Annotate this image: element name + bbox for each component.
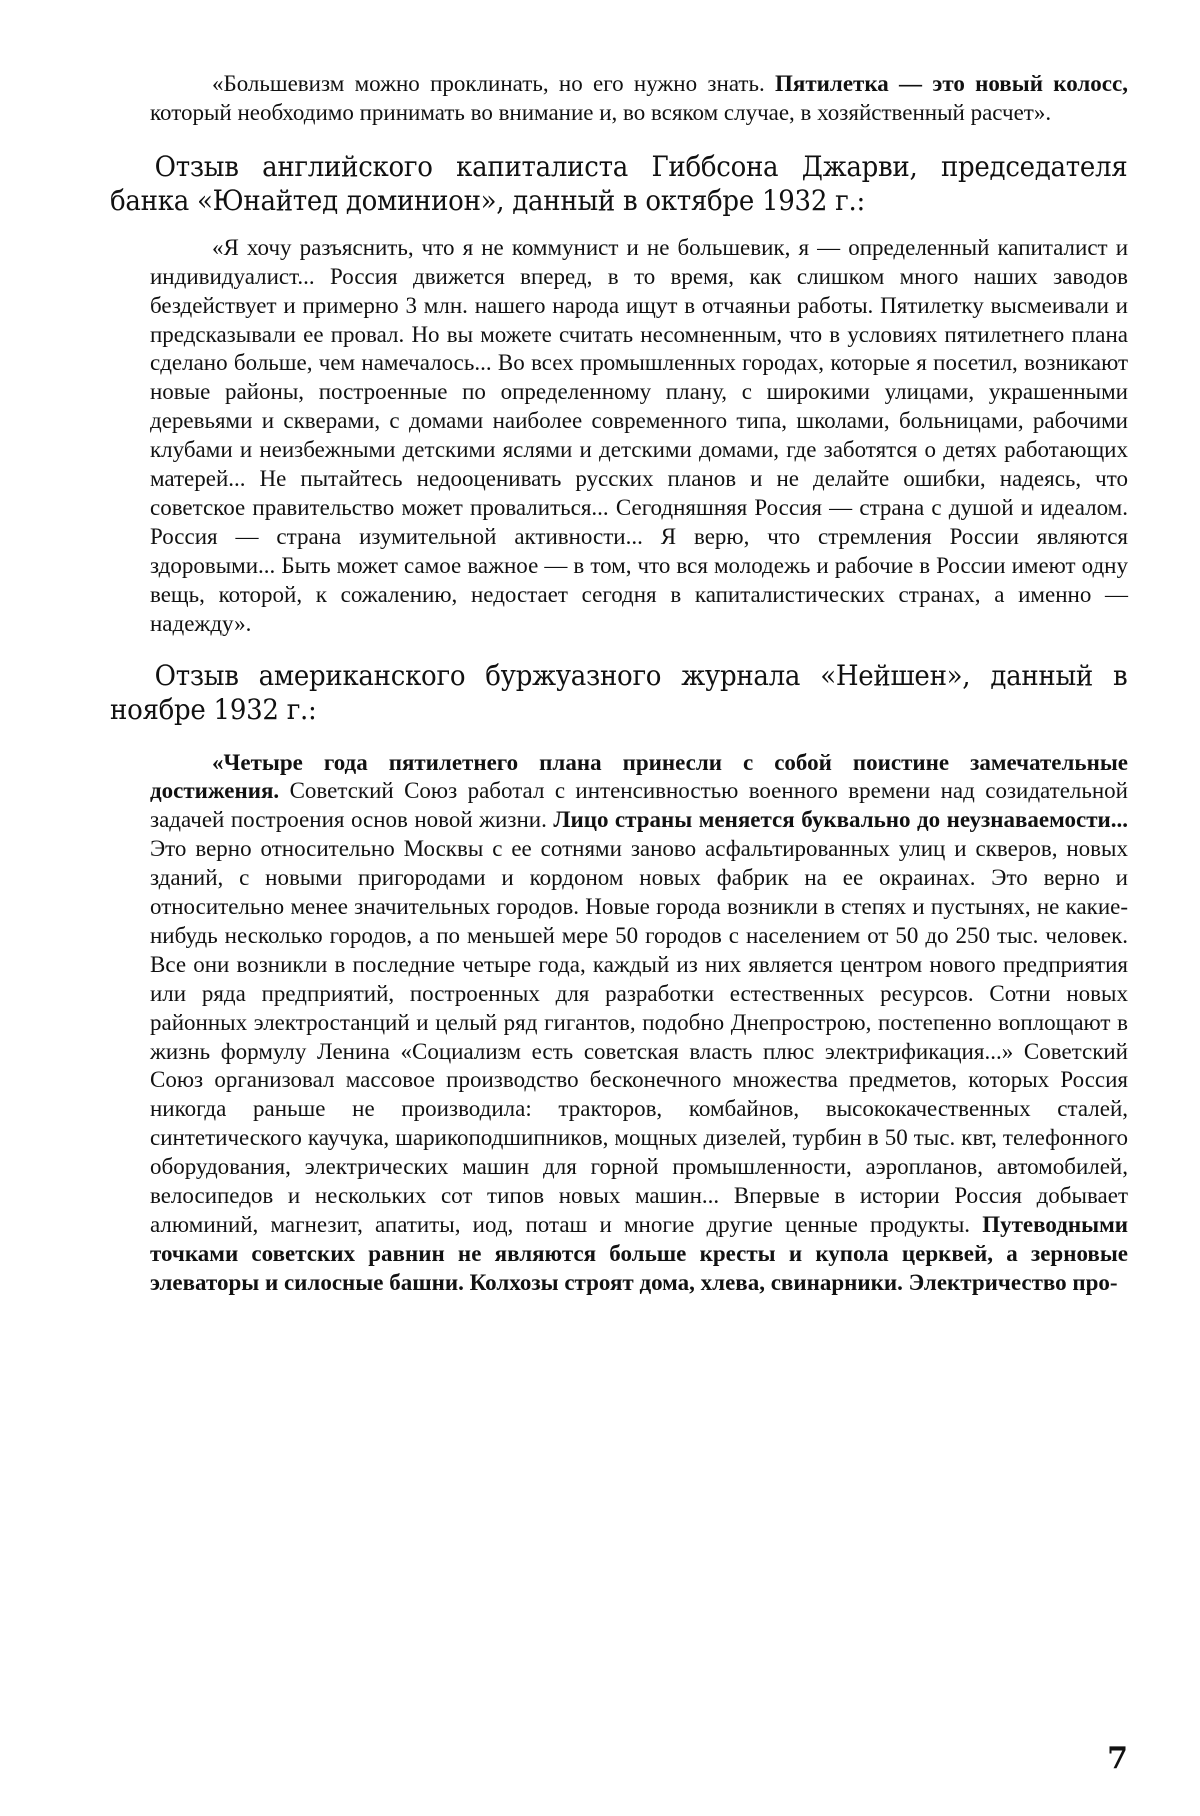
intro-quote-part1: «Большевизм можно проклинать, но его нужно знать. (212, 71, 776, 96)
heading-gibbson: Отзыв английского капиталиста Гиббсона Джарви, председателя банка «Юнайтед доминион», данный в октябре 1932 г.: (110, 149, 1128, 217)
gibbson-quote: «Я хочу разъяснить, что я не коммунист и не большевик, я — определенный капиталист и индивидуалист... Россия движется вперед, в то время, как слишком много наших заводов бездействует и примерно 3 млн. нашего народа ищут в отчаяньи работы. Пятилетку высмеивали и предсказывали ее провал. Но вы можете считать несомненным, что в условиях пятилетнего плана сделано больше, чем намечалось... Во всех промышленных городах, которые я посетил, возникают новые районы, построенные по определенному плану, с широкими улицами, украшенными деревьями и скверами, с домами наиболее современного типа, школами, больницами, рабочими клубами и неизбежными детскими яслями и детскими домами, где заботятся о детях работающих матерей... Не пытайтесь недооценивать русских планов и не делайте ошибки, надеясь, что советское правительство может провалиться... Сегодняшняя Россия — страна с душой и идеалом. Россия — страна изумительной активности... Я верю, что стремления России являются здоровыми... Быть может самое важное — в том, что вся молодежь и рабочие в России имеют одну вещь, которой, к сожалению, недостает сегодня в капиталистических странах, а именно — надежду». (150, 234, 1128, 636)
nation-quote-text-2: Это верно относительно Москвы с ее сотнями заново асфальтированных улиц и скверов, новых зданий, с новыми пригородами и кордоном новых фабрик на ее окраинах. Это верно и относительно менее значительных городов. Новые города возникли в степях и пустынях, не какие-нибудь несколько городов, а по меньшей мере 50 городов с населением от 50 до 250 тыс. человек. Все они возникли в последние четыре года, каждый из них является центром нового предприятия или ряда предприятий, построенных для разработки естественных ресурсов. Сотни новых районных электростанций и целый ряд гигантов, подобно Днепрострою, постепенно воплощают в жизнь формулу Ленина «Социализм есть советская власть плюс электрификация...» Советский Союз организовал массовое производство бесконечного множества предметов, которых Россия никогда раньше не производила: тракторов, комбайнов, высококачественных сталей, синтетического каучука, шарикоподшипников, мощных дизелей, турбин в 50 тыс. квт, телефонного оборудования, электрических машин для горной промышленности, аэропланов, автомобилей, велосипедов и нескольких сот типов новых машин... Впервые в истории Россия добывает алюминий, магнезит, апатиты, иод, поташ и многие другие ценные продукты. (150, 836, 1128, 1237)
intro-quote (150, 70, 1128, 128)
nation-quote-bold-3: Путеводными точками советских равнин не являются больше кресты и купола церквей, а зерновые элеваторы и силосные башни. Колхозы строят дома, хлева, свинарники. Электричество про- (150, 1212, 1128, 1295)
intro-quote-part2: который необходимо принимать во внимание и, во всяком случае, в хозяйственный расчет». (150, 99, 1052, 125)
nation-quote-bold-2: Лицо страны меняется буквально до неузнаваемости... (553, 807, 1128, 833)
intro-quote-bold: Пятилетка — это новый колосс, (775, 71, 1128, 96)
page-number: 7 (1107, 1741, 1128, 1776)
heading-nation: Отзыв американского буржуазного журнала «Нейшен», данный в ноябре 1932 г.: (110, 658, 1128, 726)
nation-quote-bold-1: «Четыре года пятилетнего плана принесли с собой поистине замечательные достижения. (150, 749, 1128, 804)
document-page (110, 70, 1128, 1298)
nation-quote (150, 749, 1128, 1298)
nation-quote-text-1: Советский Союз работал с интенсивностью военного времени над созидательной задачей построения основ новой жизни. (150, 778, 1128, 833)
